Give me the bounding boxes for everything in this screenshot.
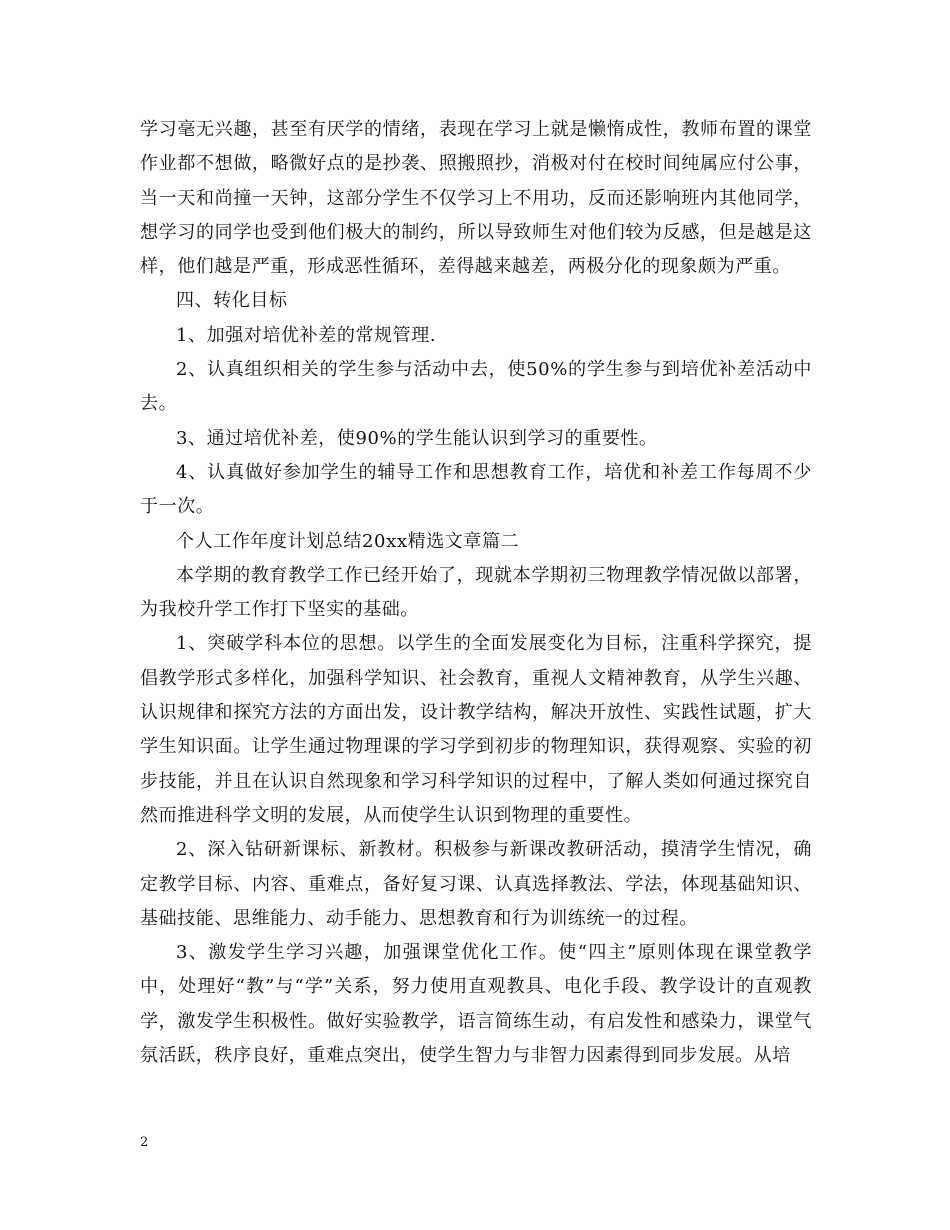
- intro-paragraph: 本学期的教育教学工作已经开始了，现就本学期初三物理教学情况做以部署，为我校升学工作打下坚实的基础。: [140, 564, 812, 621]
- article-title: 个人工作年度计划总结20xx精选文章篇二: [176, 530, 520, 552]
- section-heading-transformation-goals: 四、转化目标: [176, 290, 288, 312]
- page-number: 2: [140, 1135, 149, 1150]
- goal-item-3: 3、通过培优补差，使90%的学生能认识到学习的重要性。: [176, 427, 658, 449]
- goal-item-4: 4、认真做好参加学生的辅导工作和思想教育工作，培优和补差工作每周不少于一次。: [140, 461, 812, 518]
- plan-item-2: 2、深入钻研新课标、新教材。积极参与新课改教研活动，摸清学生情况，确定教学目标、内容、重难点，备好复习课、认真选择教法、学法，体现基础知识、基础技能、思维能力、动手能力、思想教育和行为训练统一的过程。: [140, 839, 812, 929]
- document-body: [140, 113, 812, 1073]
- plan-item-3: 3、激发学生学习兴趣，加强课堂优化工作。使“四主”原则体现在课堂教学中，处理好“教”与“学”关系，努力使用直观教具、电化手段、教学设计的直观教学，激发学生积极性。做好实验教学，语言简练生动，有启发性和感染力，课堂气氛活跃，秩序良好，重难点突出，使学生智力与非智力因素得到同步发展。从培: [140, 942, 812, 1067]
- goal-item-1: 1、加强对培优补差的常规管理.: [176, 324, 437, 346]
- goal-item-2: 2、认真组织相关的学生参与活动中去，使50%的学生参与到培优补差活动中去。: [140, 359, 812, 415]
- plan-item-1: 1、突破学科本位的思想。以学生的全面发展变化为目标，注重科学探究，提倡教学形式多样化，加强科学知识、社会教育，重视人文精神教育，从学生兴趣、认识规律和探究方法的方面出发，设计教学结构，解决开放性、实践性试题，扩大学生知识面。让学生通过物理课的学习学到初步的物理知识，获得观察、实验的初步技能，并且在认识自然现象和学习科学知识的过程中，了解人类如何通过探究自然而推进科学文明的发展，从而使学生认识到物理的重要性。: [140, 633, 812, 826]
- paragraph-continuation: 学习毫无兴趣，甚至有厌学的情绪，表现在学习上就是懒惰成性，教师布置的课堂作业都不想做，略微好点的是抄袭、照搬照抄，消极对付在校时间纯属应付公事，当一天和尚撞一天钟，这部分学生不仅学习上不用功，反而还影响班内其他同学，想学习的同学也受到他们极大的制约，所以导致师生对他们较为反感，但是越是这样，他们越是严重，形成恶性循环，差得越来越差，两极分化的现象颇为严重。: [140, 119, 812, 278]
